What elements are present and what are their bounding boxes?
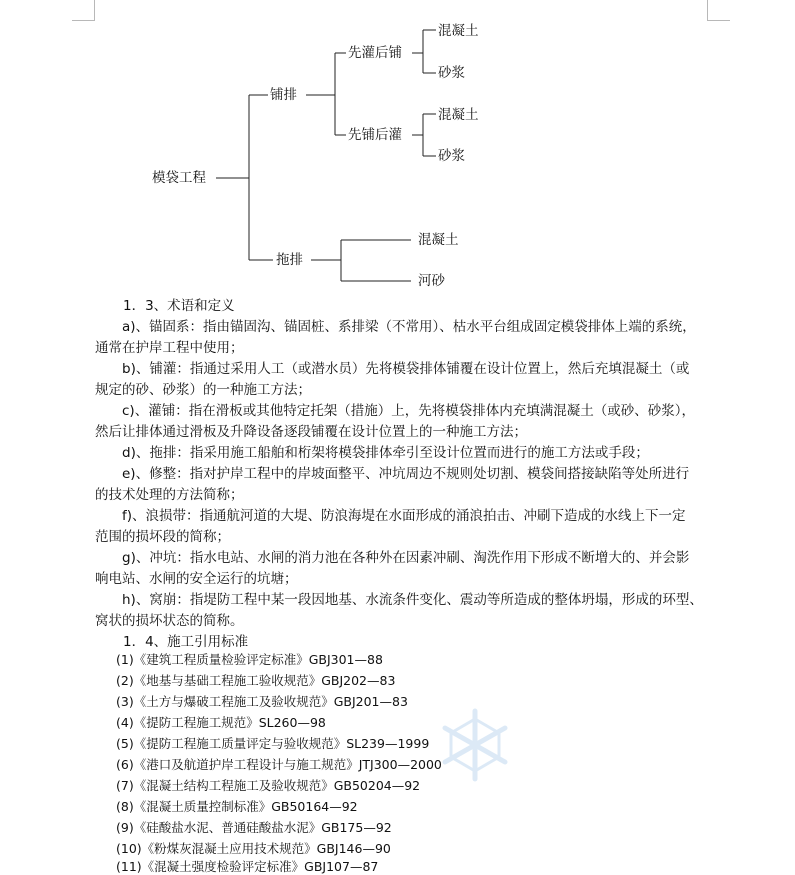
definition-line: 范围的损坏段的简称； — [95, 529, 230, 545]
tree-leaf-river-sand: 河砂 — [418, 273, 445, 289]
tree-diagram — [0, 0, 795, 290]
watermark-icon — [435, 705, 515, 785]
definition-line: h)、窝崩：指堤防工程中某一段因地基、水流条件变化、震动等所造成的整体坍塌，形成的环型、 — [122, 592, 703, 608]
definition-line: d)、拖排：指采用施工船舶和桁架将模袋排体牵引至设计位置而进行的施工方法或手段； — [122, 445, 649, 461]
definition-line: 响电站、水闸的安全运行的坑塘； — [95, 571, 298, 587]
definition-line: g)、冲坑：指水电站、水闸的消力池在各种外在因素冲刷、淘洗作用下形成不断增大的、并会影 — [122, 550, 690, 566]
standard-reference-item: (3)《土方与爆破工程施工及验收规范》GBJ201—83 — [116, 694, 408, 709]
standard-reference-item: (7)《混凝土结构工程施工及验收规范》GB50204—92 — [116, 778, 421, 793]
tree-branch-paving: 铺排 — [270, 87, 297, 103]
definition-line: 的技术处理的方法简称； — [95, 487, 244, 503]
tree-leaf-mortar: 砂浆 — [438, 148, 465, 164]
definition-line: 规定的砂、砂浆）的一种施工方法； — [95, 382, 311, 398]
standard-reference-item: (1)《建筑工程质量检验评定标准》GBJ301—88 — [116, 652, 383, 667]
tree-leaf-concrete: 混凝土 — [418, 232, 459, 248]
section-heading-1-4: 1．4、施工引用标准 — [123, 634, 249, 650]
standard-reference-item: (4)《提防工程施工规范》SL260—98 — [116, 715, 326, 730]
section-heading-1-3: 1．3、术语和定义 — [123, 298, 235, 314]
tree-branch-lay-then-fill: 先铺后灌 — [348, 127, 402, 143]
standard-reference-item: (5)《提防工程施工质量评定与验收规范》SL239—1999 — [116, 736, 430, 751]
definition-line: a)、锚固系：指由锚固沟、锚固桩、系排梁（不常用）、枯水平台组成固定模袋排体上端的系统， — [122, 319, 696, 335]
definition-line: f)、浪损带：指通航河道的大堤、防浪海堤在水面形成的涌浪拍击、冲刷下造成的水线上下一定 — [122, 508, 686, 524]
definition-line: 窝状的损坏状态的简称。 — [95, 613, 244, 629]
standard-reference-item: (2)《地基与基础工程施工验收规范》GBJ202—83 — [116, 673, 396, 688]
standard-reference-item: (9)《硅酸盐水泥、普通硅酸盐水泥》GB175—92 — [116, 820, 392, 835]
standard-reference-item: (10)《粉煤灰混凝土应用技术规范》GBJ146—90 — [116, 841, 391, 856]
tree-leaf-concrete: 混凝土 — [438, 23, 479, 39]
definition-line: c)、灌铺：指在滑板或其他特定托架（措施）上，先将模袋排体内充填满混凝土（或砂、砂浆）， — [122, 403, 695, 419]
standard-reference-item: (8)《混凝土质量控制标准》GB50164—92 — [116, 799, 358, 814]
tree-branch-towing: 拖排 — [276, 252, 303, 268]
definition-line: e)、修整：指对护岸工程中的岸坡面整平、冲坑周边不规则处切割、模袋间搭接缺陷等处所进行 — [122, 466, 690, 482]
standard-reference-item: (11)《混凝土强度检验评定标准》GBJ107—87 — [116, 859, 379, 874]
tree-leaf-mortar: 砂浆 — [438, 65, 465, 81]
tree-root: 模袋工程 — [152, 170, 206, 186]
definition-line: b)、铺灌：指通过采用人工（或潜水员）先将模袋排体铺覆在设计位置上，然后充填混凝土（或 — [122, 361, 690, 377]
definition-line: 然后让排体通过滑板及升降设备逐段铺覆在设计位置上的一种施工方法； — [95, 424, 527, 440]
standard-reference-item: (6)《港口及航道护岸工程设计与施工规范》JTJ300—2000 — [116, 757, 442, 772]
tree-leaf-concrete: 混凝土 — [438, 107, 479, 123]
tree-branch-fill-then-lay: 先灌后铺 — [348, 45, 402, 61]
definition-line: 通常在护岸工程中使用； — [95, 340, 244, 356]
